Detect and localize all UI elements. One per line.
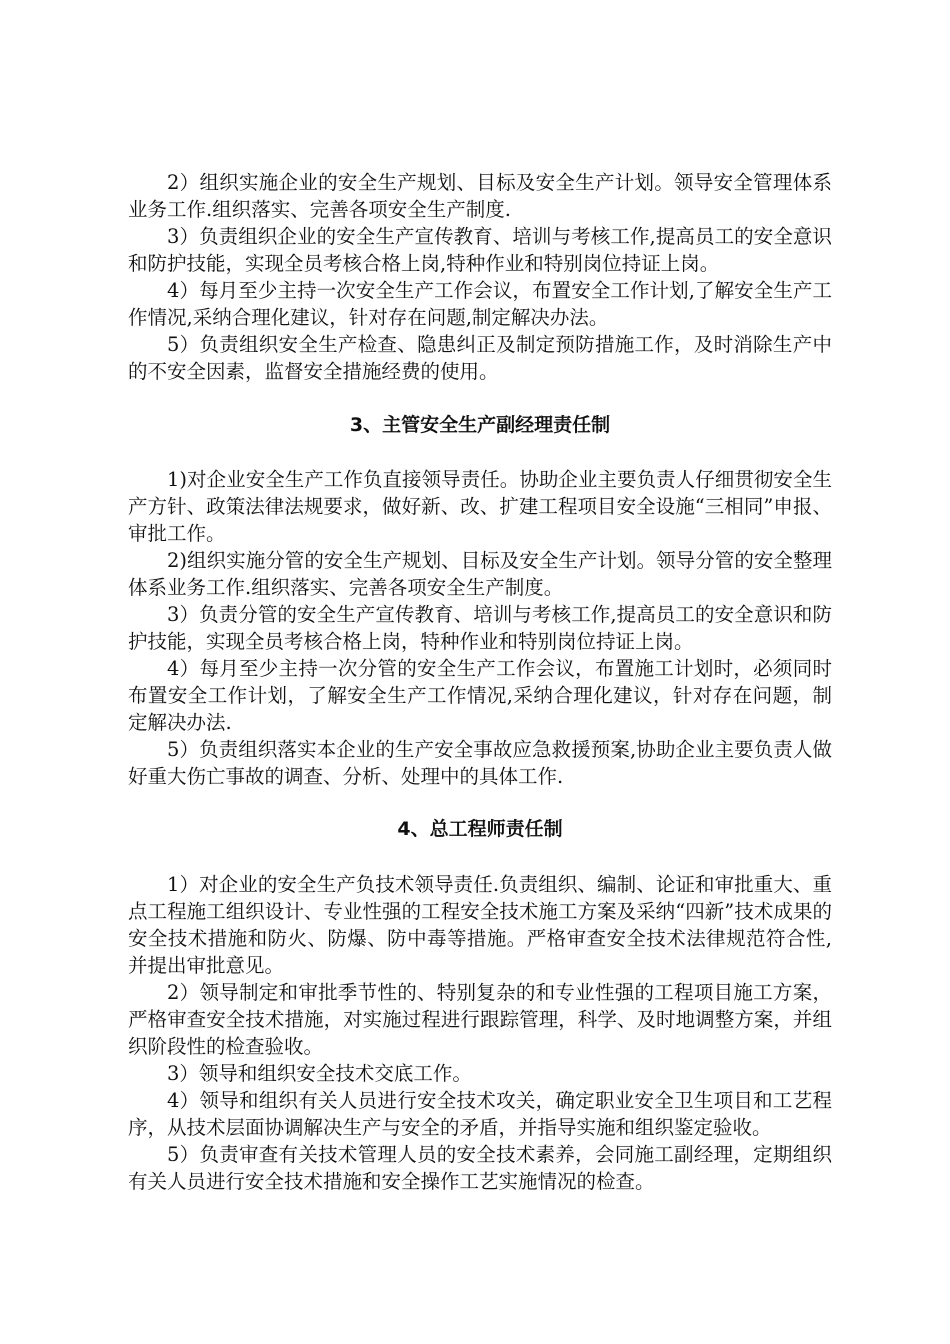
paragraph: 5）负责审查有关技术管理人员的安全技术素养，会同施工副经理，定期组织有关人员进行安全技术措施和安全操作工艺实施情况的检查。 — [128, 1143, 832, 1193]
paragraph: 3）负责组织企业的安全生产宣传教育、培训与考核工作,提高员工的安全意识和防护技能，实现全员考核合格上岗,特种作业和特别岗位持证上岗。 — [128, 225, 832, 275]
paragraph: 1)对企业安全生产工作负直接领导责任。协助企业主要负责人仔细贯彻安全生产方针、政策法律法规要求，做好新、改、扩建工程项目安全设施“三相同”申报、审批工作。 — [128, 468, 832, 545]
paragraph: 4）每月至少主持一次安全生产工作会议，布置安全工作计划,了解安全生产工作情况,采纳合理化建议，针对存在问题,制定解决办法。 — [128, 279, 832, 329]
paragraph: 2）领导制定和审批季节性的、特别复杂的和专业性强的工程项目施工方案，严格审查安全技术措施，对实施过程进行跟踪管理，科学、及时地调整方案，并组织阶段性的检查验收。 — [128, 981, 832, 1058]
document-page — [128, 169, 832, 1195]
section-heading: 4、总工程师责任制 — [397, 818, 563, 840]
paragraph: 1）对企业的安全生产负技术领导责任.负责组织、编制、论证和审批重大、重点工程施工组织设计、专业性强的工程安全技术施工方案及采纳“四新”技术成果的安全技术措施和防火、防爆、防中毒等措施。严格审查安全技术法律规范符合性,并提出审批意见。 — [128, 873, 832, 977]
paragraph: 4）领导和组织有关人员进行安全技术攻关，确定职业安全卫生项目和工艺程序，从技术层面协调解决生产与安全的矛盾，并指导实施和组织鉴定验收。 — [128, 1089, 832, 1139]
section-4-items — [128, 871, 832, 1195]
section-heading: 3、主管安全生产副经理责任制 — [349, 414, 611, 436]
paragraph: 2）组织实施企业的安全生产规划、目标及安全生产计划。领导安全管理体系业务工作.组织落实、完善各项安全生产制度. — [128, 171, 832, 221]
paragraph: 3）领导和组织安全技术交底工作。 — [167, 1062, 472, 1085]
paragraph: 5）负责组织安全生产检查、隐患纠正及制定预防措施工作，及时消除生产中的不安全因素，监督安全措施经费的使用。 — [128, 333, 832, 383]
paragraph: 2)组织实施分管的安全生产规划、目标及安全生产计划。领导分管的安全整理体系业务工作.组织落实、完善各项安全生产制度。 — [128, 549, 832, 599]
paragraph: 3）负责分管的安全生产宣传教育、培训与考核工作,提高员工的安全意识和防护技能，实现全员考核合格上岗，特种作业和特别岗位持证上岗。 — [128, 603, 832, 653]
paragraph: 4）每月至少主持一次分管的安全生产工作会议，布置施工计划时，必须同时布置安全工作计划，了解安全生产工作情况,采纳合理化建议，针对存在问题，制定解决办法. — [128, 657, 832, 734]
section-3-items — [128, 466, 832, 790]
paragraph: 5）负责组织落实本企业的生产安全事故应急救援预案,协助企业主要负责人做好重大伤亡事故的调查、分析、处理中的具体工作. — [128, 738, 832, 788]
section-2-items — [128, 169, 832, 385]
